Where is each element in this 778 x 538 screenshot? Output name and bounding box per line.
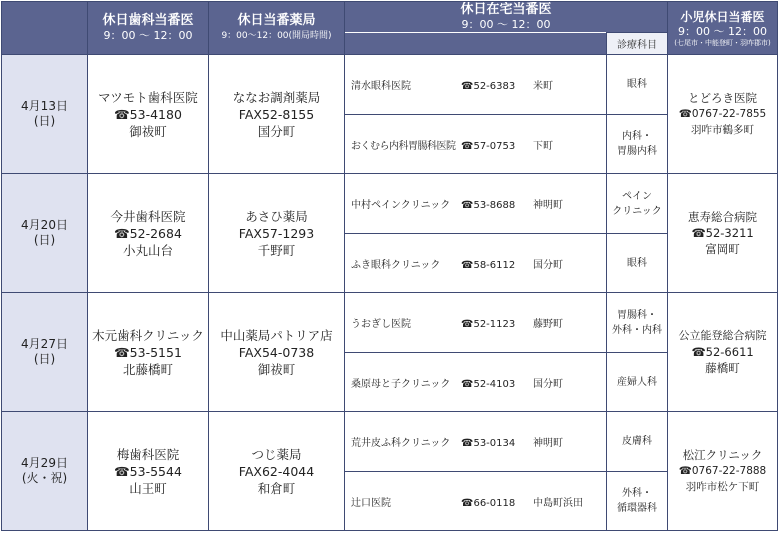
pediatric-name: 恵寿総合病院 [688,210,758,224]
home-clinic-name: 荒井皮ふ科クリニック [351,438,451,449]
pediatric-tel: ☎52-3211 [691,226,754,240]
home-clinic-area: 神明町 [533,200,563,211]
header-dept-label: 診療科目 [607,33,668,55]
dept-cell [607,55,668,115]
date-cell [2,55,88,174]
header-home [345,2,668,33]
home-clinic-tel: ☎52-6383 [461,81,516,92]
day-label: (日) [33,114,56,128]
dept-line2: 外科・内科 [612,324,662,336]
pediatric-tel: ☎0767-22-7888 [678,465,767,477]
pharmacy-name: あさひ薬局 [245,208,308,224]
home-clinic-name: ふき眼科クリニック [351,259,441,271]
dental-cell [88,55,209,174]
home-clinic-tel: ☎53-0134 [461,438,516,449]
header-pediatric-time: 9：00 〜 12：00 [678,24,767,38]
holiday-duty-table [1,1,778,531]
home-clinic-cell [345,472,607,531]
dental-name: 今井歯科医院 [110,208,186,224]
pediatric-tel: ☎52-6611 [691,345,754,359]
header-home-spacer [345,33,607,55]
header-dental-time: 9：00 〜 12：00 [103,29,193,42]
date-cell [2,293,88,412]
dental-name: 木元歯科クリニック [92,327,204,343]
header-home-title: 休日在宅当番医 [460,2,552,17]
home-clinic-area: 藤野町 [533,319,563,330]
home-clinic-tel: ☎53-8688 [461,200,516,211]
pharmacy-fax: FAX54-0738 [238,344,315,360]
dept-line1: 内科・ [622,131,652,142]
dept-line2: 循環器科 [617,503,657,514]
home-clinic-area: 国分町 [533,259,563,271]
pediatric-cell [668,55,778,174]
day-label: (火・祝) [21,471,68,485]
pharmacy-name: つじ薬局 [251,446,302,462]
pharmacy-fax: FAX52-8155 [238,106,315,122]
home-clinic-name: 桑原母と子クリニック [351,378,451,390]
date-label: 4月13日 [21,99,68,113]
dept-line2: 胃腸内科 [617,146,657,157]
header-pediatric-note: (七尾市・中能登町・羽咋郡市) [674,38,771,47]
dental-name: マツモト歯科医院 [98,89,198,105]
dental-area: 御祓町 [129,123,167,139]
home-clinic-cell [345,412,607,472]
date-cell [2,174,88,293]
day-label: (日) [33,352,56,366]
dental-area: 北藤橋町 [122,361,173,377]
pharmacy-cell [209,55,345,174]
dept-line1: 皮膚科 [622,436,652,447]
header-pediatric [668,2,778,55]
dental-cell [88,293,209,412]
pharmacy-fax: FAX57-1293 [238,225,315,241]
dept-cell [607,234,668,293]
header-pharmacy-title: 休日当番薬局 [237,13,316,28]
pediatric-name: とどろき医院 [688,91,758,105]
header-dental [88,2,209,55]
pediatric-name: 公立能登総合病院 [678,329,767,342]
home-clinic-area: 中島町浜田 [533,497,583,509]
dept-cell [607,412,668,472]
pediatric-area: 羽咋市鶴多町 [691,124,755,136]
header-pediatric-title: 小児休日当番医 [680,9,765,24]
home-clinic-cell [345,353,607,412]
dental-name: 梅歯科医院 [116,446,180,462]
date-label: 4月20日 [21,218,68,232]
pharmacy-area: 御祓町 [257,361,296,377]
day-label: (日) [33,233,56,247]
header-pharmacy-time: 9：00〜12：00(開局時間) [221,31,332,41]
dental-tel: ☎52-2684 [114,225,182,241]
dental-area: 小丸山台 [122,242,173,258]
dept-cell [607,293,668,353]
header-corner [2,2,88,55]
dept-cell [607,115,668,174]
home-clinic-tel: ☎52-4103 [461,378,516,390]
dental-cell [88,174,209,293]
header-dental-title: 休日歯科当番医 [102,13,194,28]
home-clinic-name: 中村ペインクリニック [351,200,451,211]
dept-line1: 外科・ [622,488,652,499]
pharmacy-fax: FAX62-4044 [238,463,315,479]
date-label: 4月29日 [21,456,68,470]
pharmacy-cell [209,174,345,293]
date-label: 4月27日 [21,337,68,351]
dept-line1: 眼科 [627,79,647,90]
pediatric-cell [668,174,778,293]
dept-line1: 産婦人科 [617,376,657,388]
dept-line1: 胃腸科・ [617,309,657,321]
pharmacy-name: ななお調剤薬局 [232,89,321,105]
pediatric-area: 富岡町 [705,242,740,256]
pharmacy-area: 和倉町 [257,480,296,496]
dept-line1: 眼科 [627,257,647,269]
home-clinic-tel: ☎52-1123 [461,319,516,330]
dept-cell [607,174,668,234]
date-cell [2,412,88,531]
dept-line2: クリニック [612,205,662,217]
home-clinic-tel: ☎66-0118 [461,497,516,509]
pharmacy-name: 中山薬局パトリア店 [220,327,333,343]
pharmacy-cell [209,412,345,531]
dept-line1: ペイン [622,190,652,202]
home-clinic-name: 清水眼科医院 [351,81,411,92]
home-clinic-area: 下町 [533,140,553,152]
home-clinic-area: 神明町 [533,438,563,449]
header-pharmacy [209,2,345,55]
header-home-time: 9：00 〜 12：00 [461,18,551,31]
dental-cell [88,412,209,531]
dental-tel: ☎53-5151 [114,344,182,360]
dept-cell [607,472,668,531]
dental-tel: ☎53-5544 [114,463,182,479]
home-clinic-cell [345,115,607,174]
home-clinic-cell [345,293,607,353]
pharmacy-area: 千野町 [257,242,296,258]
home-clinic-tel: ☎57-0753 [461,140,516,152]
pediatric-cell [668,412,778,531]
pediatric-tel: ☎0767-22-7855 [678,108,767,120]
pediatric-cell [668,293,778,412]
pharmacy-cell [209,293,345,412]
home-clinic-area: 国分町 [533,378,563,390]
pediatric-name: 松江クリニック [682,448,763,462]
pediatric-area: 羽咋市松ケ下町 [685,481,760,493]
home-clinic-cell [345,174,607,234]
dental-area: 山王町 [129,480,167,496]
pharmacy-area: 国分町 [257,123,296,139]
home-clinic-cell [345,234,607,293]
home-clinic-area: 米町 [533,81,553,92]
home-clinic-cell [345,55,607,115]
home-clinic-name: うおぎし医院 [351,319,411,330]
pediatric-area: 藤橋町 [705,361,740,375]
home-clinic-name: 辻口医院 [351,497,391,509]
dept-cell [607,353,668,412]
home-clinic-name: おくむら内科胃腸科医院 [351,140,456,152]
home-clinic-tel: ☎58-6112 [461,259,516,271]
dental-tel: ☎53-4180 [114,106,182,122]
